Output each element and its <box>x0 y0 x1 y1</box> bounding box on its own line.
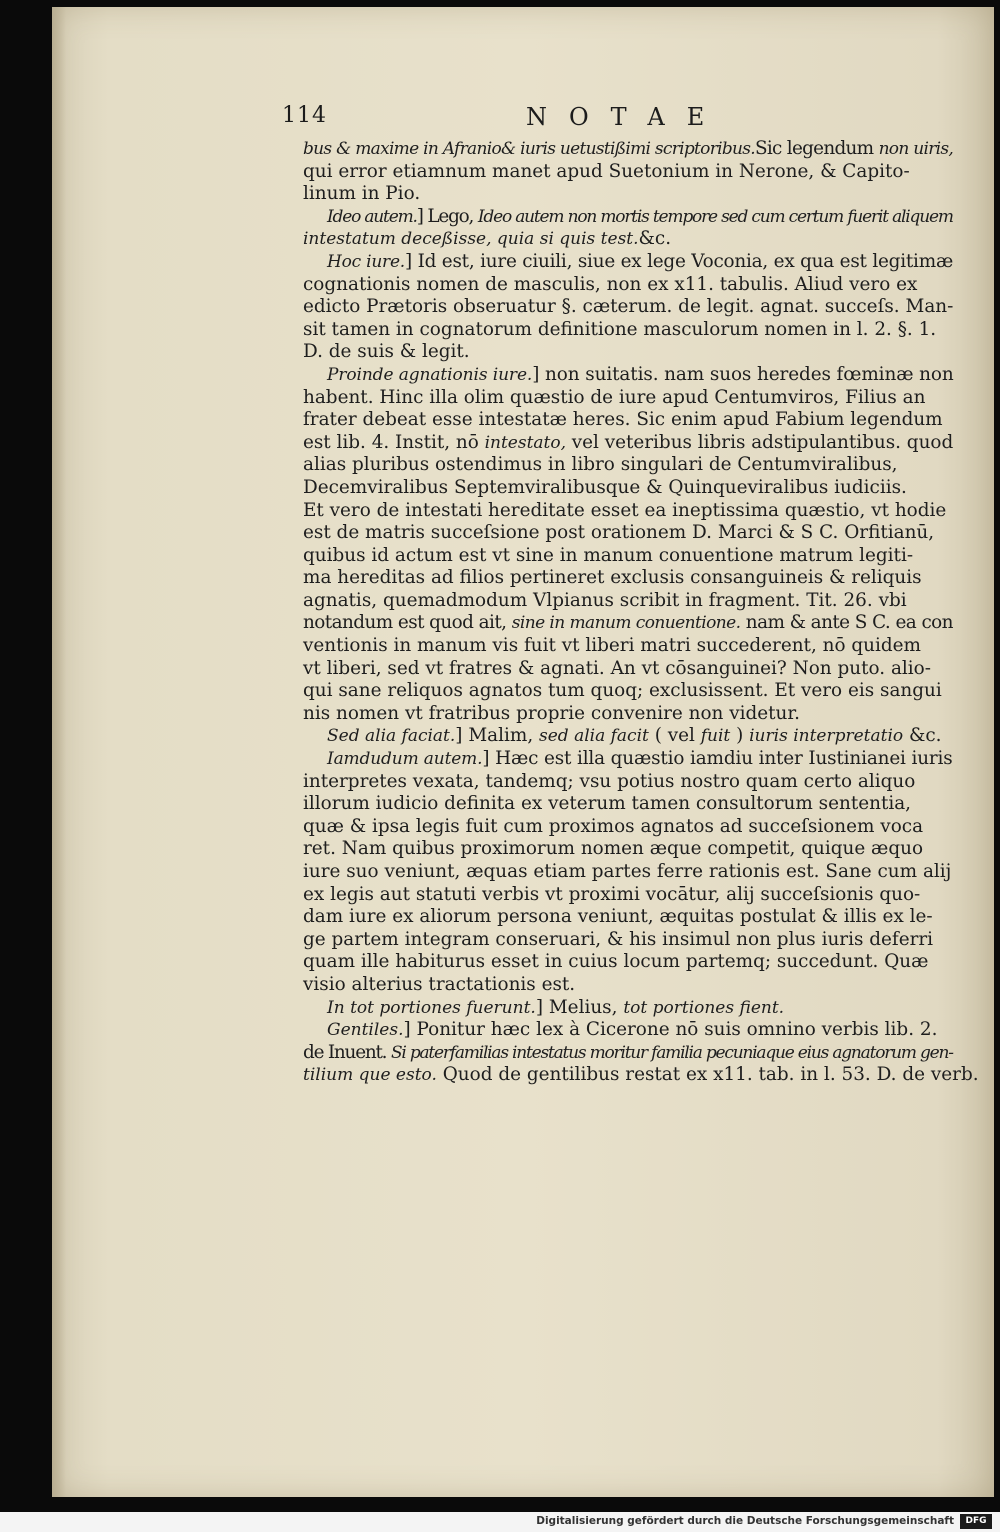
text-line <box>303 296 953 319</box>
italic-segment: bus & maxime in Afranio& iuris uetustißimi scriptoribus. <box>303 139 755 159</box>
text-line <box>303 658 953 681</box>
text-line <box>303 725 953 748</box>
text-segment: est lib. 4. Instit, nō <box>303 431 485 453</box>
page-gutter-shadow <box>52 7 66 1497</box>
text-line <box>303 612 953 635</box>
text-segment: ex legis aut statuti verbis vt proximi vocātur, alij succeſsionis quo- <box>303 883 921 905</box>
text-segment: Decemviralibus Septemviralibusque & Quinqueviralibus iudiciis. <box>303 476 907 498</box>
text-segment: alias pluribus ostendimus in libro singulari de Centumviralibus, <box>303 454 898 476</box>
text-segment: sit tamen in cognatorum definitione masculorum nomen in l. 2. §. 1. <box>303 318 937 340</box>
text-line <box>303 703 953 726</box>
text-segment: quæ & ipsa legis fuit cum proximos agnatos ad succeſsionem voca <box>303 815 924 837</box>
body-text <box>303 138 979 1087</box>
text-segment: ventionis in manum vis fuit vt liberi matri succederent, nō quidem <box>303 635 921 657</box>
dfg-logo: DFG <box>960 1514 992 1529</box>
text-line <box>303 974 953 997</box>
text-segment: ] Melius, <box>535 996 624 1018</box>
text-segment: frater debeat esse intestatæ heres. Sic enim apud Fabium legendum <box>303 409 943 431</box>
text-segment: ] non suitatis. nam suos heredes fœminæ non <box>532 363 954 385</box>
italic-segment: Si paterfamilias intestatus moritur familia pecuniaque eius agnatorum gen- <box>390 1042 953 1063</box>
italic-segment: non uiris, <box>878 139 954 159</box>
text-line <box>303 635 953 658</box>
italic-segment: Hoc iure. <box>327 251 405 272</box>
text-segment: dam iure ex aliorum persona veniunt, æquitas postulat & illis ex le- <box>303 906 933 928</box>
italic-segment: Sed alia faciat. <box>327 726 456 747</box>
italic-segment: In tot portiones fuerunt. <box>327 997 536 1018</box>
text-line <box>303 545 953 568</box>
page-number: 114 <box>282 103 327 128</box>
italic-segment: tilium que esto. <box>303 1065 437 1086</box>
italic-segment: Ideo autem non mortis tempore sed cum certum fuerit aliquem <box>477 206 953 227</box>
text-line <box>303 680 953 703</box>
text-segment: quibus id actum est vt sine in manum conuentione matrum legiti- <box>303 544 914 566</box>
text-line <box>303 274 953 297</box>
text-line <box>303 522 953 545</box>
text-segment: interpretes vexata, tandemq; vsu potius nostro quam certo aliquo <box>303 770 916 792</box>
text-segment: ] Lego, <box>416 205 478 227</box>
text-segment: linum in Pio. <box>303 183 421 205</box>
italic-segment: Ideo autem. <box>327 206 417 227</box>
text-line <box>303 409 953 432</box>
text-segment: notandum est quod ait, <box>303 612 512 634</box>
text-line <box>303 138 953 161</box>
text-line <box>303 454 953 477</box>
text-line <box>303 590 953 613</box>
text-segment: ge partem integram conseruari, & his insimul non plus iuris deferri <box>303 928 934 950</box>
text-line <box>303 861 953 884</box>
text-line <box>303 997 953 1020</box>
text-line <box>303 183 953 206</box>
italic-segment: tot portiones fient. <box>623 997 785 1018</box>
text-line <box>303 771 953 794</box>
text-segment: est de matris succeſsione post orationem D. Marci & S C. Orfitianū, <box>303 522 935 544</box>
text-segment: vel veteribus libris adstipulantibus. quod <box>565 431 954 453</box>
text-line <box>303 228 953 251</box>
text-line <box>303 387 953 410</box>
text-segment: de Inuent. <box>303 1041 391 1063</box>
text-line <box>303 816 953 839</box>
text-line <box>303 906 953 929</box>
text-segment: qui sane reliquos agnatos tum quoq; exclusissent. Et vero eis sangui <box>303 680 942 702</box>
text-line <box>303 341 953 364</box>
italic-segment: iuris interpretatio <box>749 726 904 747</box>
text-segment: visio alterius tractationis est. <box>303 973 576 995</box>
text-line <box>303 500 953 523</box>
text-segment: habent. Hinc illa olim quæstio de iure apud Centumviros, Filius an <box>303 386 926 408</box>
text-segment: ] Malim, <box>455 725 540 747</box>
text-line <box>303 929 953 952</box>
text-line <box>303 748 953 771</box>
text-segment: ret. Nam quibus proximorum nomen æque competit, quique æquo <box>303 838 924 860</box>
italic-segment: Gentiles. <box>327 1020 404 1041</box>
footer-bar <box>0 1512 1000 1532</box>
text-line <box>303 793 953 816</box>
text-line <box>303 432 953 455</box>
funding-credit: Digitalisierung gefördert durch die Deutsche Forschungsgemeinschaft <box>536 1515 954 1527</box>
italic-segment: Iamdudum autem. <box>327 749 483 770</box>
italic-segment: sed alia facit <box>539 726 649 747</box>
text-line <box>303 319 953 342</box>
italic-segment: sine in manum conuentione. <box>511 613 741 634</box>
text-segment: ] Id est, iure ciuili, siue ex lege Voconia, ex qua est legitimæ <box>404 250 954 272</box>
text-line <box>303 1064 979 1087</box>
text-segment: ma hereditas ad filios pertineret exclusis consanguineis & reliquis <box>303 567 922 589</box>
italic-segment: Proinde agnationis iure. <box>327 364 533 385</box>
page-header <box>282 103 950 137</box>
text-line <box>303 364 953 387</box>
italic-segment: intestato, <box>484 432 566 453</box>
text-line <box>303 1019 953 1042</box>
text-segment: agnatis, quemadmodum Vlpianus scribit in fragment. Tit. 26. vbi <box>303 589 907 611</box>
text-segment: ) <box>730 725 750 747</box>
running-head: NOTAE <box>526 103 727 131</box>
text-segment: quam ille habiturus esset in cuius locum partemq; succedunt. Quæ <box>303 951 929 973</box>
italic-segment: fuit <box>700 726 731 747</box>
text-line <box>303 477 953 500</box>
text-segment: Quod de gentilibus restat ex x11. tab. in l. 53. D. de verb. <box>436 1064 979 1086</box>
text-line <box>303 567 953 590</box>
text-line <box>303 161 953 184</box>
text-segment: nam & ante S C. ea con <box>740 612 953 634</box>
text-line <box>303 838 953 861</box>
text-line <box>303 951 953 974</box>
text-segment: D. de suis & legit. <box>303 341 470 363</box>
text-segment: &c. <box>903 725 942 747</box>
text-segment: ] Ponitur hæc lex à Cicerone nō suis omnino verbis lib. 2. <box>403 1019 938 1041</box>
text-line <box>303 884 953 907</box>
text-segment: vt liberi, sed vt fratres & agnati. An vt cōsanguinei? Non puto. alio- <box>303 657 931 679</box>
text-line <box>303 206 953 229</box>
text-segment: illorum iudicio definita ex veterum tamen consultorum sententia, <box>303 793 912 815</box>
text-segment: edicto Prætoris obseruatur §. cæterum. de legit. agnat. succeſs. Man- <box>303 296 954 318</box>
text-line <box>303 251 953 274</box>
text-segment: ( vel <box>648 725 701 747</box>
text-segment: Et vero de intestati hereditate esset ea ineptissima quæstio, vt hodie <box>303 499 947 521</box>
text-segment: iure suo veniunt, æquas etiam partes ferre rationis est. Sane cum alij <box>303 861 952 882</box>
italic-segment: intestatum deceßisse, quia si quis test. <box>303 229 639 250</box>
text-segment: cognationis nomen de masculis, non ex x11. tabulis. Aliud vero ex <box>303 273 918 295</box>
text-segment: nis nomen vt fratribus proprie convenire non videtur. <box>303 702 801 724</box>
text-segment: ] Hæc est illa quæstio iamdiu inter Iustinianei iuris <box>482 748 953 770</box>
text-segment: Sic legendum <box>754 138 879 159</box>
text-line <box>303 1042 953 1065</box>
text-segment: &c. <box>638 228 672 250</box>
text-segment: qui error etiamnum manet apud Suetonium in Nerone, & Capito- <box>303 160 910 182</box>
